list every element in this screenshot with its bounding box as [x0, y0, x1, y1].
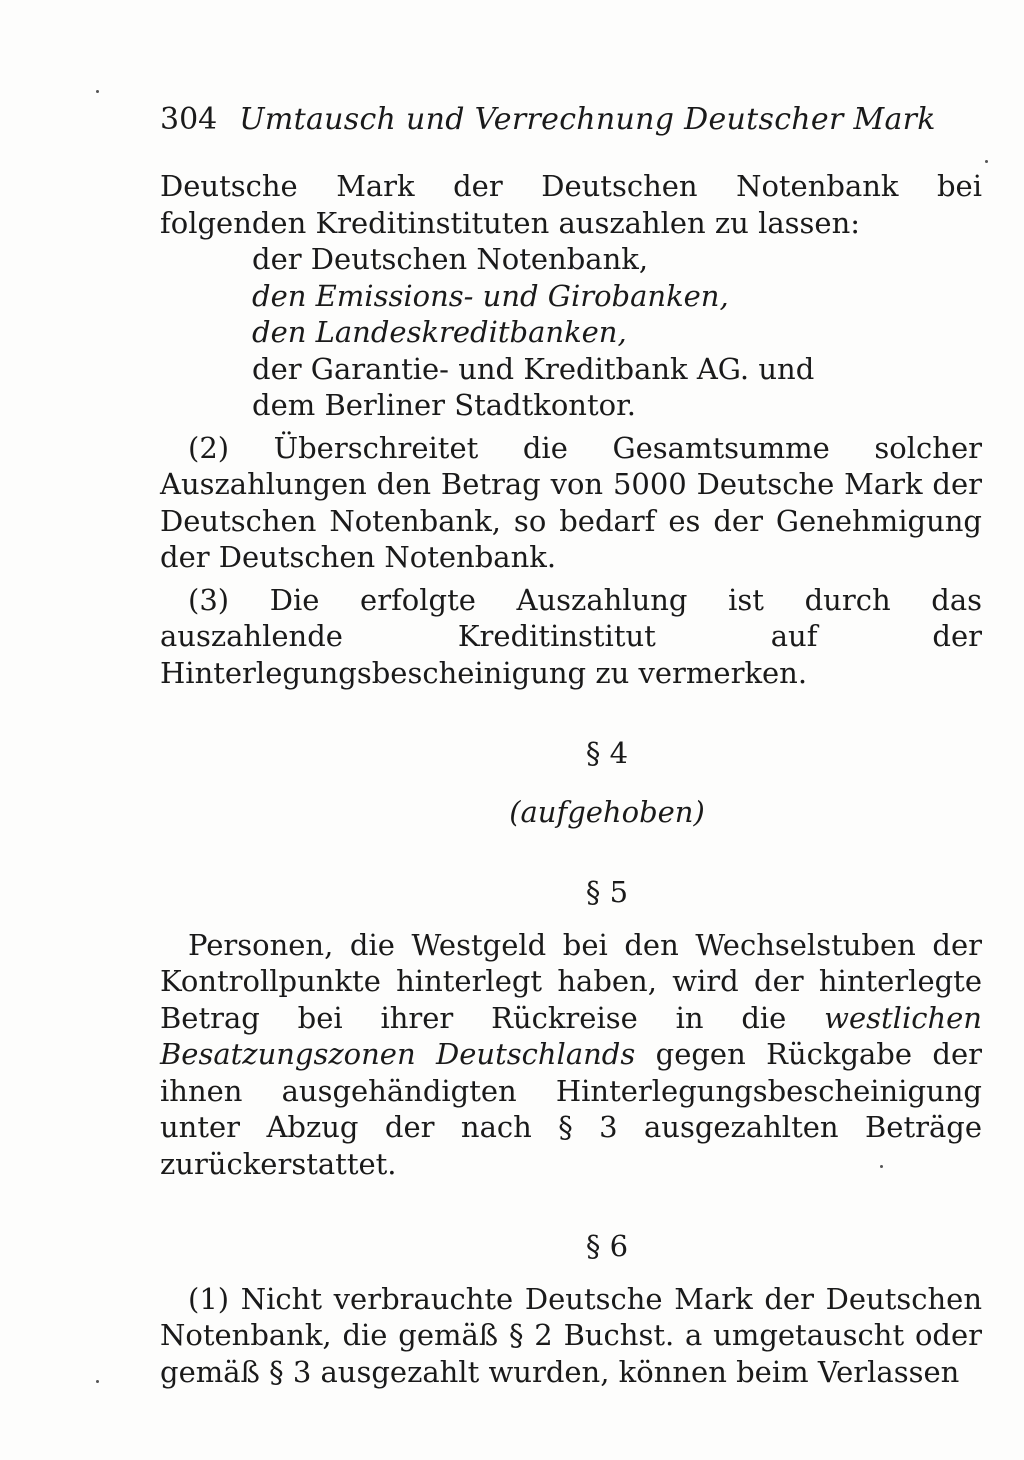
- list-item: den Emissions- und Girobanken,: [252, 278, 729, 313]
- paragraph-3: (3) Die erfolgte Auszahlung ist durch das auszahlende Kreditinstitut auf der Hinterlegungsbescheinigung zu vermerken.: [160, 582, 982, 690]
- list-item: der Garantie- und Kreditbank AG. und: [252, 351, 815, 386]
- section-5-heading: § 5: [585, 875, 629, 909]
- scan-speck: [96, 90, 99, 93]
- scan-speck: [96, 1380, 99, 1383]
- page-header: [160, 100, 980, 140]
- page-number: 304: [160, 102, 218, 137]
- intro-paragraph: Deutsche Mark der Deutschen Notenbank bei folgenden Kreditinstituten auszahlen zu lassen:: [160, 169, 982, 240]
- section-5-text-end: gegen Rückgabe der ihnen ausgehändigten Hinterlegungsbescheinigung unter Abzug der nach § 3 ausgezahlten Beträge zurückerstattet.: [160, 1037, 982, 1181]
- section-5-text: [160, 927, 982, 1183]
- list-item: dem Berliner Stadtkontor.: [252, 388, 636, 422]
- scan-speck: [985, 160, 988, 163]
- section-5-text-start: Personen, die Westgeld bei den Wechselstuben der Kontrollpunkte hinterlegt haben, wird der hinterlegte Betrag bei ihrer Rückreise in die: [160, 927, 982, 1035]
- section-6-text: (1) Nicht verbrauchte Deutsche Mark der Deutschen Notenbank, die gemäß § 2 Buchst. a umgetauscht oder gemäß § 3 ausgezahlt wurden, können beim Verlassen: [160, 1281, 982, 1389]
- paragraph-2: (2) Überschreitet die Gesamtsumme solcher Auszahlungen den Betrag von 5000 Deutsche Mark der Deutschen Notenbank, so bedarf es der Genehmigung der Deutschen Notenbank.: [160, 430, 982, 574]
- section-6-heading: § 6: [585, 1229, 629, 1263]
- running-title: Umtausch und Verrechnung Deutscher Mark: [239, 102, 936, 137]
- list-item: den Landeskreditbanken,: [252, 315, 627, 349]
- scan-speck: [880, 1165, 883, 1168]
- section-4-note: (aufgehoben): [509, 794, 705, 829]
- institution-list: [160, 241, 982, 424]
- section-5-text-emphasis: westlichen Besatzungszonen Deutschlands: [160, 1000, 982, 1071]
- document-body: [160, 168, 982, 1390]
- list-item: der Deutschen Notenbank,: [252, 242, 649, 276]
- section-4-heading: § 4: [585, 736, 629, 770]
